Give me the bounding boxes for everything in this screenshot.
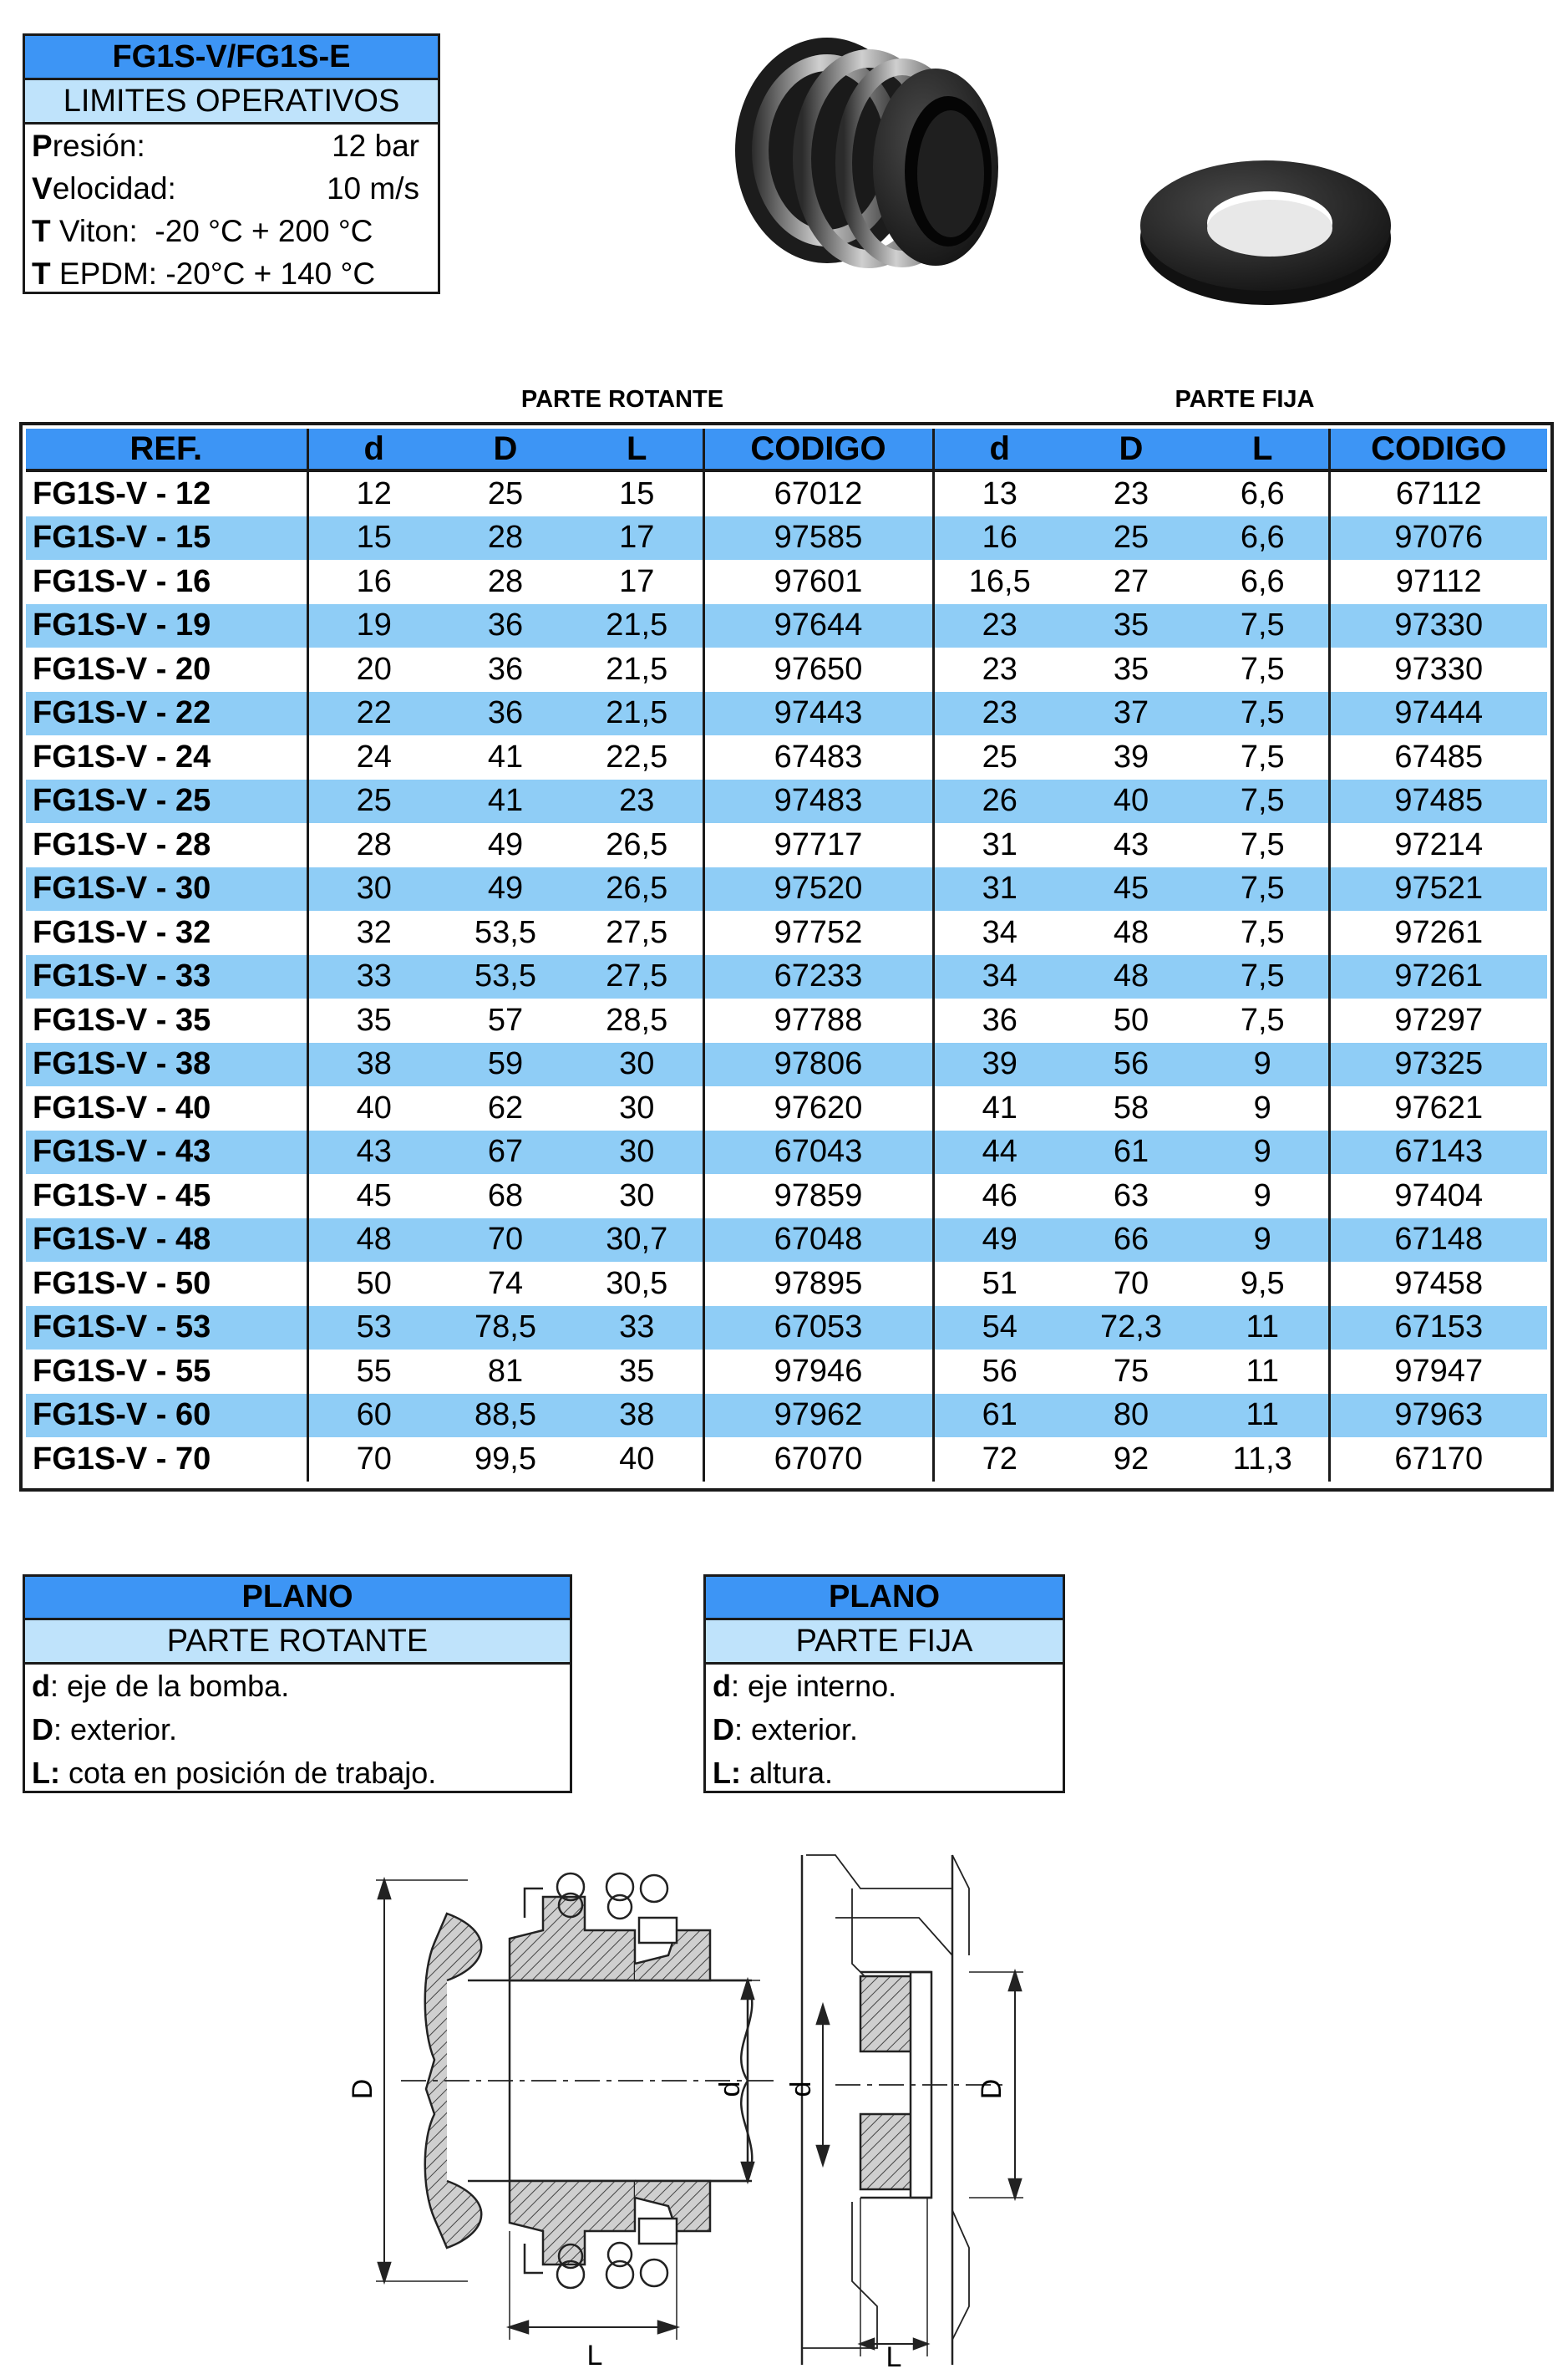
dim-label-D: D bbox=[976, 2078, 1007, 2100]
cell-fix-L: 11 bbox=[1246, 1353, 1279, 1389]
cell-fix-D: 80 bbox=[1065, 1394, 1197, 1438]
cell-fix-L: 9 bbox=[1197, 1218, 1329, 1263]
cell-fix-codigo: 97261 bbox=[1329, 955, 1547, 999]
cell-rot-L: 35 bbox=[619, 1353, 655, 1389]
cell-fix-L: 11,3 bbox=[1232, 1441, 1292, 1477]
cell-rot-codigo: 67043 bbox=[703, 1131, 933, 1175]
cell-rot-L: 26,5 bbox=[571, 867, 703, 912]
plano-fija-box bbox=[703, 1574, 1065, 1793]
cell-ref: FG1S-V - 38 bbox=[26, 1043, 307, 1087]
cell-rot-L: 21,5 bbox=[606, 651, 668, 687]
cell-rot-d: 28 bbox=[307, 823, 439, 867]
cell-rot-L: 22,5 bbox=[606, 739, 668, 775]
cell-rot-L: 27,5 bbox=[606, 914, 668, 950]
cell-fix-codigo: 97330 bbox=[1329, 648, 1547, 692]
cell-fix-codigo: 97261 bbox=[1329, 911, 1547, 955]
cell-rot-d: 35 bbox=[307, 999, 439, 1043]
cell-fix-D: 25 bbox=[1065, 516, 1197, 561]
cell-rot-L: 15 bbox=[619, 475, 655, 511]
cell-rot-codigo: 97650 bbox=[703, 648, 933, 692]
cell-fix-D: 27 bbox=[1113, 563, 1149, 599]
dim-label-L: L bbox=[885, 2341, 902, 2373]
cell-ref: FG1S-V - 32 bbox=[26, 911, 307, 955]
cell-ref: FG1S-V - 19 bbox=[26, 604, 307, 648]
cell-ref: FG1S-V - 25 bbox=[26, 780, 307, 824]
cell-rot-L: 30 bbox=[619, 1177, 655, 1213]
cell-rot-codigo: 97946 bbox=[703, 1350, 933, 1394]
cell-rot-L: 30,7 bbox=[571, 1218, 703, 1263]
cell-fix-d: 51 bbox=[933, 1262, 1065, 1306]
col-header-D: D bbox=[1065, 429, 1197, 470]
cell-fix-codigo: 97330 bbox=[1329, 604, 1547, 648]
cell-rot-codigo: 97962 bbox=[703, 1394, 933, 1438]
legend-row: L: altura. bbox=[713, 1756, 834, 1790]
cell-fix-L: 7,5 bbox=[1240, 826, 1285, 862]
cell-fix-L: 9,5 bbox=[1240, 1265, 1285, 1301]
cell-fix-L: 11 bbox=[1197, 1306, 1329, 1350]
cell-fix-d: 31 bbox=[933, 823, 1065, 867]
limit-value: 10 m/s bbox=[326, 171, 419, 206]
cell-rot-codigo: 97620 bbox=[703, 1086, 933, 1131]
cell-fix-codigo: 67170 bbox=[1329, 1437, 1547, 1482]
plano-rotante-box bbox=[23, 1574, 572, 1793]
cell-rot-d: 24 bbox=[307, 735, 439, 780]
dim-label-d: d bbox=[785, 2081, 817, 2097]
table-row bbox=[26, 780, 1547, 824]
cell-fix-codigo: 67143 bbox=[1329, 1131, 1547, 1175]
technical-drawing bbox=[0, 1838, 1568, 2373]
col-header-d: d bbox=[933, 429, 1065, 470]
table-row bbox=[26, 1086, 1547, 1131]
cell-fix-codigo: 67153 bbox=[1329, 1306, 1547, 1350]
legend-row: D: exterior. bbox=[32, 1712, 178, 1746]
cell-rot-codigo: 97585 bbox=[703, 516, 933, 561]
cell-fix-D: 48 bbox=[1113, 914, 1149, 950]
cell-fix-D: 56 bbox=[1065, 1043, 1197, 1087]
cell-rot-D: 70 bbox=[439, 1218, 571, 1263]
cell-rot-D: 28 bbox=[487, 563, 524, 599]
group-label-fija: PARTE FIJA bbox=[1175, 386, 1315, 413]
cell-rot-codigo: 97520 bbox=[703, 867, 933, 912]
cell-fix-L: 7,5 bbox=[1240, 739, 1285, 775]
cell-rot-D: 68 bbox=[487, 1177, 524, 1213]
table-row bbox=[26, 1174, 1547, 1218]
cell-fix-L: 11 bbox=[1197, 1394, 1329, 1438]
cell-fix-codigo: 97621 bbox=[1329, 1086, 1547, 1131]
plano-title: PLANO bbox=[706, 1577, 1063, 1620]
cell-fix-d: 34 bbox=[933, 911, 1065, 955]
cell-rot-D: 49 bbox=[439, 867, 571, 912]
legend-row: d: eje interno. bbox=[713, 1669, 897, 1703]
table-row bbox=[26, 560, 1547, 604]
cell-rot-d: 16 bbox=[307, 560, 439, 604]
cell-rot-D: 36 bbox=[439, 604, 571, 648]
cell-fix-codigo: 67485 bbox=[1329, 735, 1547, 780]
cell-fix-codigo: 97076 bbox=[1329, 516, 1547, 561]
cell-rot-d: 43 bbox=[307, 1131, 439, 1175]
table-row bbox=[26, 470, 1547, 516]
legend-row: D: exterior. bbox=[713, 1712, 859, 1746]
cell-rot-d: 70 bbox=[307, 1437, 439, 1482]
cell-ref: FG1S-V - 12 bbox=[26, 470, 307, 516]
cell-rot-D: 41 bbox=[439, 780, 571, 824]
cell-fix-L: 7,5 bbox=[1197, 955, 1329, 999]
table-row bbox=[26, 1262, 1547, 1306]
limit-value: 12 bar bbox=[332, 129, 419, 163]
cell-fix-D: 23 bbox=[1113, 475, 1149, 511]
cell-rot-L: 28,5 bbox=[606, 1002, 668, 1038]
cell-rot-codigo: 97788 bbox=[703, 999, 933, 1043]
dim-label-d: d bbox=[714, 2081, 746, 2097]
cell-fix-L: 6,6 bbox=[1197, 516, 1329, 561]
cell-rot-D: 36 bbox=[439, 692, 571, 736]
cell-ref: FG1S-V - 60 bbox=[26, 1394, 307, 1438]
col-header-d: d bbox=[307, 429, 439, 470]
cell-fix-D: 45 bbox=[1065, 867, 1197, 912]
cell-rot-codigo: 97752 bbox=[703, 911, 933, 955]
cell-fix-codigo: 97297 bbox=[1329, 999, 1547, 1043]
cell-fix-d: 36 bbox=[933, 999, 1065, 1043]
cell-fix-D: 58 bbox=[1113, 1090, 1149, 1126]
cell-rot-codigo: 67053 bbox=[703, 1306, 933, 1350]
col-header-D: D bbox=[439, 429, 571, 470]
cell-fix-d: 26 bbox=[933, 780, 1065, 824]
cell-rot-D: 81 bbox=[487, 1353, 524, 1389]
cell-rot-D: 53,5 bbox=[439, 955, 571, 999]
cell-fix-L: 7,5 bbox=[1240, 1002, 1285, 1038]
cell-fix-D: 37 bbox=[1065, 692, 1197, 736]
cell-fix-codigo: 97214 bbox=[1329, 823, 1547, 867]
cell-fix-d: 23 bbox=[933, 604, 1065, 648]
col-header-L: L bbox=[571, 429, 703, 470]
cell-rot-codigo: 97895 bbox=[703, 1262, 933, 1306]
cell-ref: FG1S-V - 30 bbox=[26, 867, 307, 912]
cell-fix-L: 7,5 bbox=[1197, 780, 1329, 824]
limit-row-velocidad: Velocidad: 10 m/s bbox=[25, 167, 438, 210]
cell-fix-codigo: 97112 bbox=[1329, 560, 1547, 604]
cell-rot-L: 30,5 bbox=[606, 1265, 668, 1301]
dimensions-table bbox=[26, 429, 1547, 1482]
cell-rot-d: 53 bbox=[307, 1306, 439, 1350]
cell-rot-L: 17 bbox=[619, 563, 655, 599]
cell-rot-L: 33 bbox=[571, 1306, 703, 1350]
cell-fix-D: 66 bbox=[1065, 1218, 1197, 1263]
cell-rot-codigo: 67012 bbox=[703, 470, 933, 516]
cell-ref: FG1S-V - 16 bbox=[26, 560, 307, 604]
limits-box bbox=[23, 33, 440, 294]
cell-fix-d: 61 bbox=[933, 1394, 1065, 1438]
col-header-codigo: CODIGO bbox=[703, 429, 933, 470]
cell-rot-d: 38 bbox=[307, 1043, 439, 1087]
cell-fix-D: 50 bbox=[1113, 1002, 1149, 1038]
cell-ref: FG1S-V - 28 bbox=[26, 823, 307, 867]
cell-fix-L: 9 bbox=[1197, 1131, 1329, 1175]
cell-rot-D: 99,5 bbox=[474, 1441, 536, 1477]
cell-fix-D: 43 bbox=[1113, 826, 1149, 862]
cell-rot-D: 67 bbox=[439, 1131, 571, 1175]
cell-rot-codigo: 67483 bbox=[703, 735, 933, 780]
cell-fix-d: 31 bbox=[933, 867, 1065, 912]
dim-label-D: D bbox=[347, 2078, 378, 2100]
cell-fix-L: 9 bbox=[1197, 1043, 1329, 1087]
cell-rot-L: 38 bbox=[571, 1394, 703, 1438]
cell-fix-D: 48 bbox=[1065, 955, 1197, 999]
cell-rot-D: 74 bbox=[487, 1265, 524, 1301]
cell-rot-codigo: 97601 bbox=[703, 560, 933, 604]
limit-row-viton: T Viton: -20 °C + 200 °C bbox=[32, 214, 373, 248]
cell-fix-L: 9 bbox=[1253, 1090, 1271, 1126]
cell-fix-L: 7,5 bbox=[1240, 651, 1285, 687]
cell-ref: FG1S-V - 15 bbox=[26, 516, 307, 561]
cell-rot-L: 26,5 bbox=[606, 826, 668, 862]
cell-rot-D: 25 bbox=[487, 475, 524, 511]
cell-rot-D: 59 bbox=[439, 1043, 571, 1087]
table-row bbox=[26, 1131, 1547, 1175]
cell-rot-d: 50 bbox=[307, 1262, 439, 1306]
cell-fix-D: 40 bbox=[1065, 780, 1197, 824]
cell-ref: FG1S-V - 43 bbox=[26, 1131, 307, 1175]
cell-ref: FG1S-V - 20 bbox=[26, 648, 307, 692]
cell-rot-d: 48 bbox=[307, 1218, 439, 1263]
cell-rot-d: 15 bbox=[307, 516, 439, 561]
limits-title: FG1S-V/FG1S-E bbox=[25, 36, 438, 80]
cell-fix-d: 23 bbox=[933, 648, 1065, 692]
plano-title: PLANO bbox=[25, 1577, 570, 1620]
cell-fix-d: 13 bbox=[933, 470, 1065, 516]
stationary-seat-photo bbox=[1132, 146, 1399, 313]
cell-fix-d: 54 bbox=[933, 1306, 1065, 1350]
cell-ref: FG1S-V - 53 bbox=[26, 1306, 307, 1350]
table-row bbox=[26, 648, 1547, 692]
cell-fix-d: 25 bbox=[933, 735, 1065, 780]
cell-rot-d: 40 bbox=[307, 1086, 439, 1131]
cell-rot-L: 30 bbox=[571, 1131, 703, 1175]
table-row bbox=[26, 1394, 1547, 1438]
cell-rot-L: 40 bbox=[619, 1441, 655, 1477]
table-row bbox=[26, 1306, 1547, 1350]
stationary-part-drawing bbox=[802, 1855, 1023, 2365]
cell-fix-codigo: 97444 bbox=[1329, 692, 1547, 736]
cell-rot-d: 33 bbox=[307, 955, 439, 999]
dim-label-L: L bbox=[586, 2340, 603, 2371]
cell-rot-d: 25 bbox=[307, 780, 439, 824]
cell-ref: FG1S-V - 24 bbox=[26, 735, 307, 780]
cell-fix-d: 16,5 bbox=[933, 560, 1065, 604]
cell-rot-L: 30 bbox=[619, 1090, 655, 1126]
cell-rot-codigo: 67070 bbox=[703, 1437, 933, 1482]
table-row bbox=[26, 823, 1547, 867]
cell-rot-codigo: 97806 bbox=[703, 1043, 933, 1087]
cell-fix-codigo: 97485 bbox=[1329, 780, 1547, 824]
cell-fix-D: 75 bbox=[1113, 1353, 1149, 1389]
table-row bbox=[26, 1437, 1547, 1482]
legend-row: L: cota en posición de trabajo. bbox=[32, 1756, 437, 1790]
table-row bbox=[26, 867, 1547, 912]
table-row bbox=[26, 516, 1547, 561]
cell-rot-codigo: 67048 bbox=[703, 1218, 933, 1263]
cell-rot-d: 30 bbox=[307, 867, 439, 912]
legend-row: d: eje de la bomba. bbox=[32, 1669, 290, 1703]
col-header-L: L bbox=[1197, 429, 1329, 470]
cell-rot-D: 36 bbox=[487, 651, 524, 687]
cell-rot-D: 78,5 bbox=[439, 1306, 571, 1350]
cell-fix-D: 92 bbox=[1113, 1441, 1149, 1477]
cell-fix-D: 72,3 bbox=[1065, 1306, 1197, 1350]
cell-rot-L: 17 bbox=[571, 516, 703, 561]
cell-rot-d: 32 bbox=[307, 911, 439, 955]
col-header-ref: REF. bbox=[26, 429, 307, 470]
cell-ref: FG1S-V - 45 bbox=[26, 1174, 307, 1218]
cell-fix-L: 7,5 bbox=[1197, 692, 1329, 736]
table-row bbox=[26, 1043, 1547, 1087]
cell-ref: FG1S-V - 40 bbox=[26, 1086, 307, 1131]
limit-row-presion: Presión: 12 bar bbox=[25, 125, 438, 167]
table-row bbox=[26, 999, 1547, 1043]
rotating-seal-photo bbox=[702, 25, 1053, 309]
cell-rot-d: 22 bbox=[307, 692, 439, 736]
cell-rot-codigo: 97717 bbox=[703, 823, 933, 867]
cell-fix-d: 41 bbox=[933, 1086, 1065, 1131]
table-row bbox=[26, 1218, 1547, 1263]
cell-rot-D: 28 bbox=[439, 516, 571, 561]
table-row bbox=[26, 735, 1547, 780]
cell-fix-D: 35 bbox=[1065, 604, 1197, 648]
cell-fix-d: 72 bbox=[933, 1437, 1065, 1482]
limit-row-epdm: T EPDM: -20°C + 140 °C bbox=[32, 257, 376, 291]
cell-ref: FG1S-V - 70 bbox=[26, 1437, 307, 1482]
cell-ref: FG1S-V - 55 bbox=[26, 1350, 307, 1394]
cell-fix-d: 44 bbox=[933, 1131, 1065, 1175]
cell-fix-L: 6,6 bbox=[1240, 475, 1285, 511]
cell-rot-D: 53,5 bbox=[474, 914, 536, 950]
table-row bbox=[26, 911, 1547, 955]
cell-rot-codigo: 97859 bbox=[703, 1174, 933, 1218]
cell-fix-d: 46 bbox=[933, 1174, 1065, 1218]
group-label-rotante: PARTE ROTANTE bbox=[520, 386, 724, 413]
cell-fix-codigo: 97521 bbox=[1329, 867, 1547, 912]
cell-rot-codigo: 67233 bbox=[703, 955, 933, 999]
cell-ref: FG1S-V - 48 bbox=[26, 1218, 307, 1263]
cell-ref: FG1S-V - 22 bbox=[26, 692, 307, 736]
cell-fix-codigo: 97404 bbox=[1329, 1174, 1547, 1218]
cell-fix-L: 7,5 bbox=[1197, 867, 1329, 912]
cell-fix-D: 63 bbox=[1113, 1177, 1149, 1213]
plano-subtitle: PARTE FIJA bbox=[706, 1620, 1063, 1665]
cell-rot-codigo: 97483 bbox=[703, 780, 933, 824]
cell-fix-d: 34 bbox=[933, 955, 1065, 999]
table-row bbox=[26, 604, 1547, 648]
cell-fix-d: 56 bbox=[933, 1350, 1065, 1394]
table-row bbox=[26, 692, 1547, 736]
cell-rot-L: 21,5 bbox=[571, 604, 703, 648]
cell-rot-codigo: 97644 bbox=[703, 604, 933, 648]
cell-rot-D: 49 bbox=[487, 826, 524, 862]
cell-rot-D: 88,5 bbox=[439, 1394, 571, 1438]
cell-rot-d: 60 bbox=[307, 1394, 439, 1438]
cell-fix-d: 23 bbox=[933, 692, 1065, 736]
cell-fix-d: 49 bbox=[933, 1218, 1065, 1263]
cell-fix-d: 16 bbox=[933, 516, 1065, 561]
cell-rot-D: 62 bbox=[487, 1090, 524, 1126]
col-header-codigo: CODIGO bbox=[1329, 429, 1547, 470]
rotating-part-drawing bbox=[376, 1873, 777, 2340]
cell-fix-D: 61 bbox=[1065, 1131, 1197, 1175]
cell-rot-d: 20 bbox=[307, 648, 439, 692]
cell-rot-L: 30 bbox=[571, 1043, 703, 1087]
cell-fix-D: 39 bbox=[1113, 739, 1149, 775]
cell-rot-d: 12 bbox=[307, 470, 439, 516]
cell-rot-codigo: 97443 bbox=[703, 692, 933, 736]
cell-rot-L: 27,5 bbox=[571, 955, 703, 999]
cell-ref: FG1S-V - 50 bbox=[26, 1262, 307, 1306]
cell-fix-L: 7,5 bbox=[1240, 914, 1285, 950]
cell-fix-codigo: 97458 bbox=[1329, 1262, 1547, 1306]
cell-rot-D: 41 bbox=[487, 739, 524, 775]
cell-ref: FG1S-V - 35 bbox=[26, 999, 307, 1043]
cell-fix-D: 70 bbox=[1113, 1265, 1149, 1301]
cell-rot-d: 45 bbox=[307, 1174, 439, 1218]
cell-rot-d: 19 bbox=[307, 604, 439, 648]
cell-rot-D: 57 bbox=[487, 1002, 524, 1038]
table-header-row bbox=[26, 429, 1547, 470]
cell-fix-codigo: 97963 bbox=[1329, 1394, 1547, 1438]
plano-subtitle: PARTE ROTANTE bbox=[25, 1620, 570, 1665]
cell-fix-codigo: 97325 bbox=[1329, 1043, 1547, 1087]
table-row bbox=[26, 955, 1547, 999]
cell-ref: FG1S-V - 33 bbox=[26, 955, 307, 999]
cell-fix-codigo: 67112 bbox=[1329, 470, 1547, 516]
cell-rot-d: 55 bbox=[307, 1350, 439, 1394]
cell-fix-L: 6,6 bbox=[1240, 563, 1285, 599]
cell-fix-D: 35 bbox=[1113, 651, 1149, 687]
cell-fix-codigo: 67148 bbox=[1329, 1218, 1547, 1263]
cell-fix-codigo: 97947 bbox=[1329, 1350, 1547, 1394]
table-row bbox=[26, 1350, 1547, 1394]
limits-subtitle: LIMITES OPERATIVOS bbox=[25, 80, 438, 125]
cell-rot-L: 23 bbox=[571, 780, 703, 824]
cell-fix-L: 9 bbox=[1253, 1177, 1271, 1213]
cell-fix-d: 39 bbox=[933, 1043, 1065, 1087]
cell-rot-L: 21,5 bbox=[571, 692, 703, 736]
cell-fix-L: 7,5 bbox=[1197, 604, 1329, 648]
